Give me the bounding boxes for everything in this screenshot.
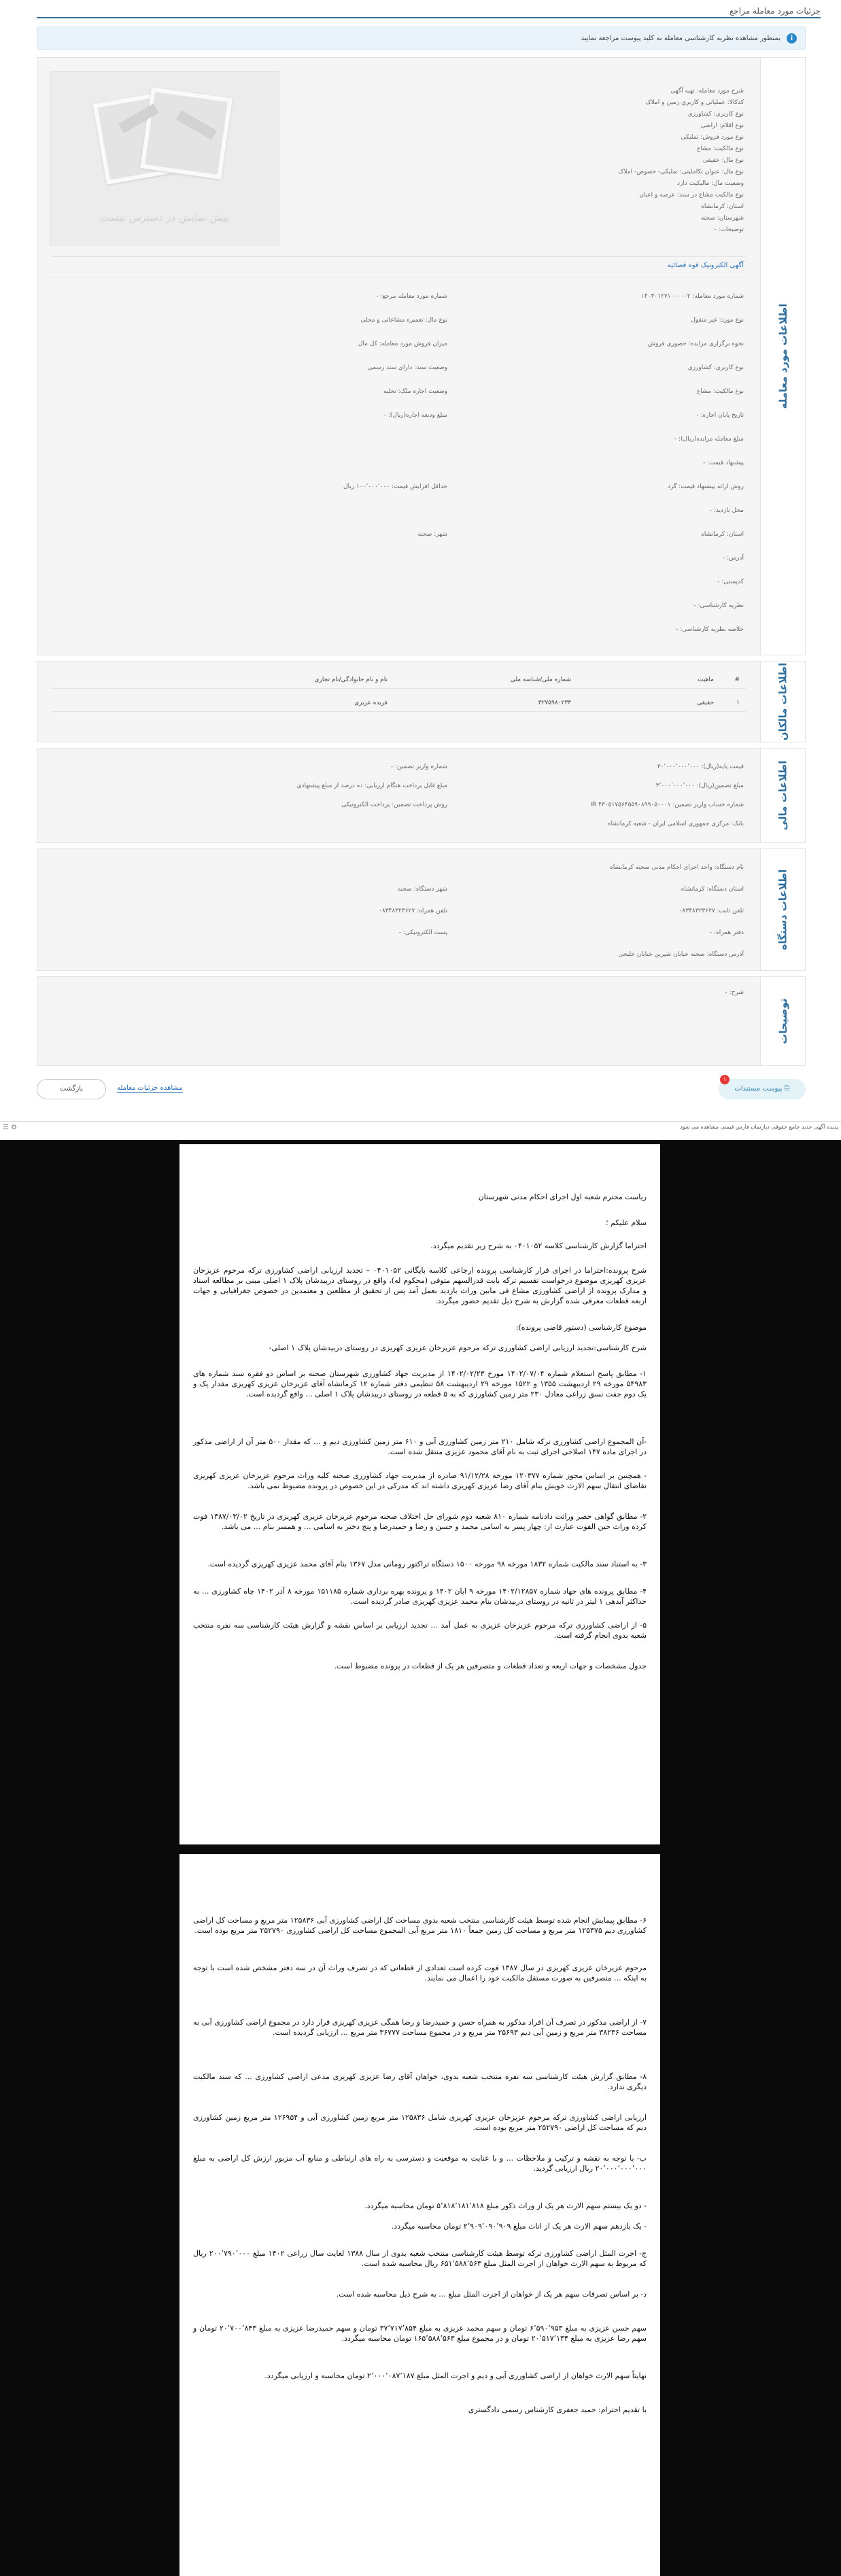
deal-detail-item: نوع کاربری: کشاورزی [687, 111, 744, 118]
info-field: نوع مورد: غیر منقول [691, 317, 744, 324]
info-field: پیشنهاد قیمت: - [703, 460, 744, 466]
info-field: وضعیت سند: دارای سند رسمی [367, 364, 447, 371]
table-header-row [51, 671, 746, 689]
deal-detail-item: شهرستان: صحنه [700, 215, 744, 222]
report-paragraph: ۲- مطابق گواهی حصر وراثت دادنامه شماره ۸۱۰ شعبه دوم شورای حل اختلاف صحنه مرحوم عزیزخان عزیزی کهریزی در تاریخ ۱۳۸۷/۰۳/۰۲ فوت کرده وراث حین الفوت عبارت از: چهار پسر به اسامی محمد و حسن و رضا و حمیدرضا و پنج دختر به اسامی ... و همسر بنام ... می باشد. [193, 1512, 647, 1531]
deal-detail-item: استان: کرمانشاه [701, 203, 744, 210]
info-field: وضعیت اجاره ملک: تخلیه [383, 388, 447, 395]
report-paragraph: ۸- مطابق گزارش هیئت کارشناسی سه نفره منتخب شعبه بدوی، خواهان آقای رضا عزیزی کهریزی مدعی اراضی کشاورزی ... که سند مالکیت دیگری ندارد. [193, 2072, 647, 2091]
info-field: قیمت پایه(ریال): ۳۰٬۰۰۰٬۰۰۰٬۰۰۰ [657, 763, 744, 770]
report-paragraph: سهم حسن عزیزی به مبلغ ۶٬۵۹۰٬۹۵۳ تومان و سهم محمد عزیزی به مبلغ ۳۷٬۷۱۷٬۸۵۴ تومان و سهم حمیدرضا عزیزی به مبلغ ۲۰٬۷۰۰٬۸۴۳ تومان و سهم رضا عزیزی به مبلغ ۲۰٬۵۱۷٬۱۳۴ تومان و در مجموع مبلغ ۱۶۵٬۵۸۸٬۵۶۳ تومان محاسبه میگردد. [193, 2324, 647, 2343]
deal-info-section [37, 57, 806, 655]
deal-detail-item: توضیحات: - [714, 226, 744, 233]
info-icon: i [787, 33, 797, 44]
info-field: دفتر همراه: - [709, 929, 744, 936]
deal-detail-item: نوع مال: عنوان تکاملیتی: تملیکی- حصوص- املاک [618, 169, 744, 175]
report-paragraph: نهایتاً سهم الارث خواهان از اراضی کشاورزی آبی و دیم و اجرت المثل مبلغ ۲٬۰۰۰٬۰۸۷٬۱۸۷ تومان محاسبه و ارزیابی میگردد. [264, 2371, 647, 2380]
report-paragraph: ارزیابی اراضی کشاورزی ترکه مرحوم عزیزخان عزیزی کهریزی شامل ۱۲۵۸۳۶ متر مربع زمین کشاورزی آبی و ۱۲۶۹۵۴ متر مربع زمین کشاورزی دیم که مساحت کل اراضی ۲۵۲۷۹۰ متر مربع بوده است. [193, 2113, 647, 2132]
viewer-toolbar [0, 1121, 841, 1133]
owners-table [51, 671, 746, 719]
report-paragraph: - یک یازدهم سهم الارث هر یک از اناث مبلغ ۲٬۹۰۹٬۰۹۰٬۹۰۹ تومان محاسبه میگردد. [391, 2222, 647, 2231]
info-field: خلاصه نظریه کارشناسی: - [676, 626, 744, 633]
attachment-count-badge: ۱ [720, 1075, 730, 1084]
financial-tab: اطلاعات مالی [760, 749, 805, 842]
info-field: پست الکترونیکی: - [398, 929, 447, 936]
info-field: تلفن همراه: ۰۸۳۴۸۳۲۳۶۲۷ [379, 908, 447, 914]
notes-tab: توضیحات [760, 977, 805, 1065]
document-viewer[interactable] [0, 1140, 841, 2576]
info-field: نحوه برگزاری مزایده: حضوری فروش [647, 341, 744, 347]
report-paragraph: ب- با توجه به نقشه و ترکیب و ملاحظات ... و با عنایت به موقعیت و دسترسی به راه های ارتباطی و منابع آب مزبور ارزش کل اراضی به مبلغ ۲۰٬۰۰۰٬۰۰۰٬۰۰۰ ریال ارزیابی گردید. [193, 2154, 647, 2173]
report-paragraph: ۶- مطابق پیمایش انجام شده توسط هیئت کارشناسی منتخب شعبه بدوی مساحت کل اراضی کشاورزی آبی ۱۲۵۸۳۶ متر مربع و مساحت کل اراضی کشاورزی دیم ۱۲۵۳۷۵ متر مربع و مساحت کل زمین جمعاً ۱۸۱۰ متر مربع آبی المجموع مساحت کل اراضی کشاورزی ۲۵۲۷۹۰ متر مربع بوده است. [193, 1916, 647, 1935]
info-field: شماره حساب واریز تضمین: ۴۳۰۵۱۷۵۶۴۵۵۹۰۸۹۹۰۵۰۰۰۱ IR [590, 802, 744, 808]
agency-fields [37, 849, 760, 970]
report-paragraph: -آن المجموع اراضی کشاورزی ترکه شامل ۲۱۰ متر زمین کشاورزی آبی و ۶۱۰ متر زمین کشاورزی دیم و ... که مقدار ۵۰۰ متر آن از اراضی مذکور در اجرای ماده ۱۴۷ اصلاحی اجرای ثبت به نام آقای محمود عزیزی منتقل شده است. [193, 1437, 647, 1456]
info-field: مبلغ قابل پرداخت هنگام ارزیابی: ده درصد از مبلغ پیشنهادی [296, 783, 447, 789]
deal-info-tab: اطلاعات مورد معامله [760, 58, 805, 655]
report-paragraph: شرح پرونده:احتراما در اجرای قرار کارشناسی پرونده ارجاعی کلاسه بایگانی ۰۴۰۱۰۵۲ – تجدید ارزیابی اراضی کشاورزی ترکه مرحوم عزیزخان عزیزی کهریزی موضوع درخواست تقسیم ترکه بابت قدرالسهم متوفی (محکوم له)، واقع در روستای دربیدشان پلاک ۱ اصلی مبنی بر مطالعه اسناد و مدارک پرونده از اراضی کشاورزی مشاع فی مابین وراث بازدید بعمل آمد پس از تحقیق از مطلعین و معتمدین در خصوص جغرافیایی و جهات اربعه قطعات معرفی شده گزارش به شرح ذیل تقدیم حضور میگردد. [193, 1266, 647, 1305]
report-paragraph: سلام علیکم ؛ [605, 1218, 647, 1227]
page-title: جزئیات مورد معامله مراجع [729, 6, 821, 16]
report-paragraph: شرح کارشناسی:تجدید ارزیابی اراضی کشاورزی ترکه مرحوم عزیزخان عزیزی کهریزی در روستای دربیدشان پلاک ۱ اصلی- [269, 1343, 647, 1352]
report-paragraph: - همچنین بر اساس مجوز شماره ۱۲۰۳۷۷ مورخه ۹۱/۱۲/۲۸ صادره از مدیریت جهاد کشاورزی صحنه کلیه وراث مرحوم عزیزخان عزیزی کهریزی تقاضای انتقال سهم الارث خویش بنام آقای رضا عزیزی کهریزی داشته اند که مدرکی در این خصوص در پرونده مضبوط نمی باشد. [193, 1471, 647, 1490]
info-field: شماره واریز تضمین: - [390, 763, 447, 770]
deal-detail-item: نوع مورد فروش: تملیکی [681, 134, 744, 141]
report-paragraph: مرحوم عزیزخان عزیزی کهریزی در سال ۱۳۸۷ فوت کرده است تعدادی از قطعاتی که در تصرف وراث آن در سه دفتر مشخص شده است با توجه به اینکه ... متصرفین به صورت مستقل مالکیت خود را اعمال می نمایند. [193, 1963, 647, 1982]
deal-detail-item: شرح مورد معامله: تهیه آگهی [670, 88, 744, 95]
info-field: تلفن ثابت: ۰۸۳۴۸۳۲۳۶۲۷ [679, 908, 744, 914]
report-paragraph: - دو یک بیستم سهم الارث هر یک از وراث ذکور مبلغ ۵٬۸۱۸٬۱۸۱٬۸۱۸ تومان محاسبه میگردد. [364, 2201, 647, 2210]
col-name: نام و نام خانوادگی/نام تجاری [314, 676, 388, 683]
info-field: محل بازدید: - [709, 507, 744, 514]
info-field: شماره مورد معامله: ۱۴۰۳۰۱۲۷۱۰۰۰۰۰۲ [640, 293, 744, 300]
notice-text: بمنظور مشاهده نظریه کارشناسی معامله به کلید پیوست مراجعه نمایید [581, 35, 780, 42]
info-field: استان دستگاه: کرمانشاه [681, 886, 744, 893]
settings-icon[interactable]: ⚙ ☰ [3, 1124, 18, 1131]
report-paragraph: ۳- به استناد سند مالکیت شماره ۱۸۳۲ مورخه ۹۸ مورخه ۱۵۰۰ دستگاه تراکتور رومانی مدل ۱۳۶۷ بنام آقای محمد عزیزی کهریزی گردیده است. [207, 1560, 647, 1568]
financial-fields [37, 749, 760, 842]
col-type: ماهیت [698, 676, 714, 683]
divider [51, 256, 746, 257]
info-field: مبلغ تضمین(ریال): ۳٬۰۰۰٬۰۰۰٬۰۰۰ [655, 783, 744, 789]
info-field: نظریه کارشناسی: - [693, 602, 744, 609]
electronic-ad-link[interactable]: آگهی الکترونیک قوه قضائیه [667, 262, 744, 269]
info-field: روش پرداخت تضمین: پرداخت الکترونیکی [341, 802, 447, 808]
header-divider [37, 17, 821, 18]
report-paragraph: ۷- از اراضی مذکور در تصرف آن افراد مذکور به همراه حسن و حمیدرضا و رضا همگی عزیزی کهریزی قرار دارد در مجموع اراضی کشاورزی آبی به مساحت ۳۸۲۳۶ متر مربع و زمین آبی دیم ۲۵۶۹۳ متر مربع و در مجموع مساحت ۳۶۷۷۷ متر مربع ... ارزیابی گردیده است. [193, 2018, 647, 2037]
report-page-2 [179, 1854, 660, 2576]
info-field: شهر دستگاه: صحنه [397, 886, 447, 893]
report-paragraph: احتراما گزارش کارشناسی کلاسه ۰۴۰۱۰۵۲ به شرح زیر تقدیم میگردد. [430, 1241, 647, 1250]
attachments-button[interactable]: ⎘ پیوست مستندات ۱ [719, 1079, 806, 1099]
info-field: تاریخ پایان اجاره: - [696, 412, 744, 419]
info-field: آدرس: - [723, 555, 744, 562]
info-field: مبلغ معامله مزایده(ریال): - [674, 436, 744, 443]
photo-frame-icon [140, 87, 233, 179]
info-field: نوع مالکیت: مشاع [696, 388, 744, 395]
info-field: شماره مورد معامله مرجع: - [376, 293, 447, 300]
info-field: شهر: صحنه [417, 531, 447, 538]
notes-text: شرح: - [725, 989, 744, 996]
info-field: نوع کاربری: کشاورزی [687, 364, 744, 371]
report-paragraph: ج- اجرت المثل اراضی کشاورزی ترکه توسط هیئت کارشناسی منتخب شعبه بدوی از سال ۱۳۸۸ لغایت سال زراعی ۱۴۰۲ مبلغ ۲۰۰٬۷۹۰٬۰۰۰ ریال که مربوط به سهم الارث خواهان از اجرت المثل مبلغ ۶۵۱٬۵۸۸٬۵۶۳ ریال محاسبه شده است. [193, 2249, 647, 2268]
deal-detail-item: نوع مالکیت مشاع در سند: عرصه و اعیان [639, 192, 744, 199]
report-paragraph: ۵- از اراضی کشاورزی ترکه مرحوم عزیزخان عزیزی به عمل آمد ... تجدید ارزیابی بر اساس نقشه و گزارش هیئت کارشناسی سه نفره منتخب شعبه بدوی انجام گرفته است. [193, 1621, 647, 1640]
info-field: روش ارائه پیشنهاد قیمت: گرد [667, 483, 744, 490]
no-preview-text: پیش نمایش در دسترس نیست [100, 211, 229, 224]
info-field: کدپستی: - [717, 579, 744, 585]
deal-detail-item: وضعیت مال: مالیکیت دارد [676, 180, 744, 187]
table-row: ۱ حقیقی ۳۲۷۵۹۸۰۲۳۳ فریده عزیزی [51, 694, 746, 712]
info-field: استان: کرمانشاه [701, 531, 744, 538]
info-field: بانک: مرکزی جمهوری اسلامی ایران - شعبه کرمانشاه [607, 821, 744, 827]
deal-detail-item: نوع اقلام: اراضی [700, 122, 744, 129]
owners-section [37, 661, 806, 742]
report-paragraph: موضوع کارشناسی (دستور قاضی پرونده): [515, 1323, 647, 1332]
deal-detail-item: کدکالا: عملیاتی و کاربری زمین و املاک [645, 99, 744, 106]
col-index: # [734, 676, 740, 683]
info-field: میزان فروش مورد معامله: کل مال [358, 341, 447, 347]
info-field: مبلغ ودیعه اجاره(ریال): - [383, 412, 447, 419]
agency-section [37, 848, 806, 971]
viewer-title: پدیده آگهی جدید جامع حقوقی دپارتمان فارس قیمتی مشاهده می شود [680, 1124, 838, 1130]
paperclip-icon: ⎘ [782, 1085, 790, 1093]
view-deal-details-link[interactable]: مشاهده جزئیات معامله [117, 1084, 183, 1092]
financial-section [37, 748, 806, 843]
deal-detail-item: نوع مالکیت: مشاع [696, 145, 744, 152]
report-paragraph: ۱- مطابق پاسخ استعلام شماره ۱۴۰۲/۰۷/۰۴ مورخ ۱۴۰۲/۰۲/۲۳ از مدیریت جهاد کشاورزی شهرستان صحنه بر اساس دو فقره سند شماره های ۵۴۹۸۳ مورخه ۲۹ اردیبهشت ۱۳۵۵ و ۱۵۲۲ مورخه ۲۹ اردیبهشت ۵۸ تنظیمی دفتر شماره ۱۲ کرمانشاه آقای عزیزخان عزیزی کهریزی مقدار یک و یک دوم جفت نسق زراعی معادل ۲۳۰ متر زمین کشاورزی که به ۵ قطعه در روستای دربیدشان پلاک ۱ اصلی ... واقع گردیده است. [193, 1369, 647, 1398]
info-field: آدرس دستگاه: صحنه خیابان شیرین خیابان خلیجی [618, 951, 744, 958]
report-paragraph: ۴- مطابق پرونده های جهاد شماره ۱۴۰۲/۱۲۸۵۷ مورخه ۹ ابان ۱۴۰۲ و پرونده بهره برداری شماره ۱۵۱۱۸۵ مورخه ۸ آذر ۱۴۰۲ چاه کشاورزی ... به حداکثر آبدهی ۱ لیتر در ثانیه در روستای دربیدشان بنام محمد عزیزی کهریزی صادر گردیده است. [193, 1587, 647, 1606]
notes-section [37, 976, 806, 1066]
report-paragraph: با تقدیم احترام: حمید جعفری کارشناس رسمی دادگستری [468, 2405, 647, 2414]
report-paragraph: د- بر اساس تصرفات سهم هر یک از خواهان از اجرت المثل مبلغ ... به شرح ذیل محاسبه شده است. [336, 2290, 647, 2299]
report-page-1 [179, 1144, 660, 1844]
col-national-id: شماره ملی/شناسه ملی [510, 676, 571, 683]
owners-tab: اطلاعات مالکان [760, 662, 805, 742]
deal-detail-item: نوع مال: حقیقی [702, 157, 744, 164]
image-placeholder [50, 71, 279, 245]
report-paragraph: ریاست محترم شعبه اول اجرای احکام مدنی شهرستان [478, 1192, 647, 1201]
info-field: نوع مال: تعمیره مشاعاتی و محلی [360, 317, 447, 324]
agency-tab: اطلاعات دستگاه [760, 849, 805, 970]
back-button[interactable]: بازگشت [37, 1079, 106, 1099]
report-paragraph: جدول مشخصات و جهات اربعه و تعداد قطعات و متصرفین هر یک از قطعات در پرونده مضبوط است. [334, 1662, 647, 1670]
info-field: نام دستگاه: واحد اجرای احکام مدنی صحنه کرمانشاه [610, 864, 744, 871]
info-notice [37, 27, 806, 50]
info-field: حداقل افزایش قیمت: ۱۰۰٬۰۰۰٬۰۰۰ ریال [343, 483, 447, 490]
